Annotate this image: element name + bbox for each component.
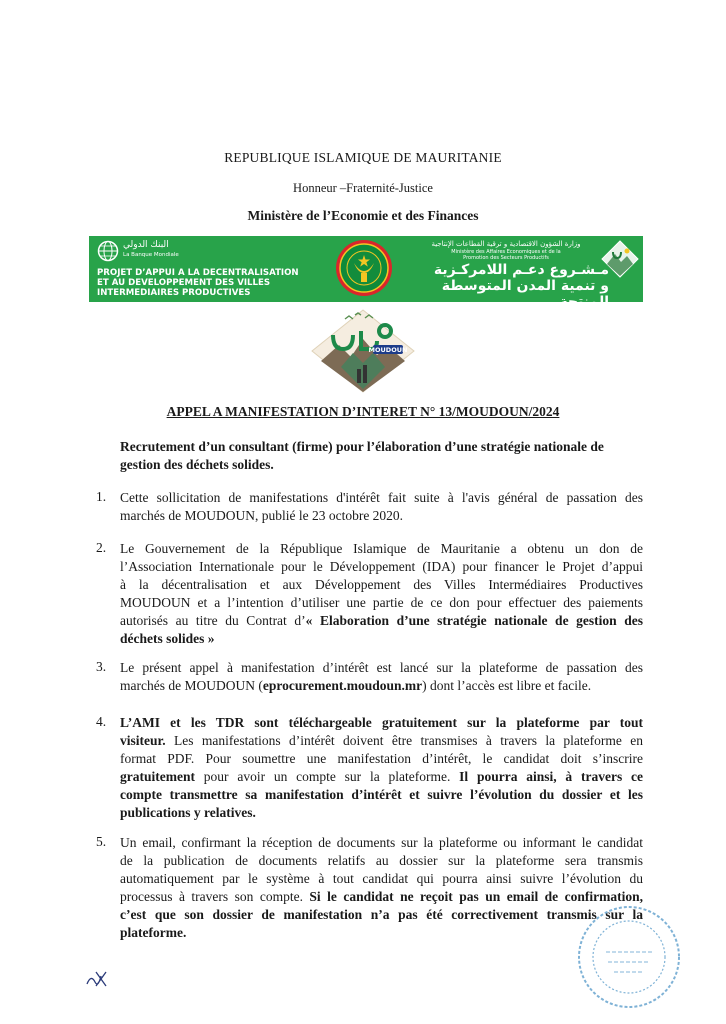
item-text xyxy=(120,540,643,648)
item-line xyxy=(120,659,643,677)
world-bank-name-ar: البنك الدولي xyxy=(123,240,169,250)
item-line xyxy=(120,507,643,525)
ministry-name-fr xyxy=(429,249,583,261)
world-bank-globe-icon xyxy=(97,240,119,262)
item-number: 4. xyxy=(96,714,107,729)
bold-run: déchets solides » xyxy=(120,631,215,646)
item-text xyxy=(120,489,643,525)
text-run: marchés de MOUDOUN, publié le 23 octobre 2020. xyxy=(120,508,404,523)
project-ar-line: مـشـروع دعـم اللامركـزية xyxy=(433,262,609,278)
item-line xyxy=(120,834,643,852)
text-run: marchés de MOUDOUN ( xyxy=(120,678,263,693)
official-stamp xyxy=(574,902,684,1012)
text-run: MOUDOUN et a l’intention d’utiliser une partie de ce don pour effectuer des paiements xyxy=(120,595,643,610)
item-line xyxy=(120,732,643,750)
bold-run: L’AMI et les TDR sont téléchargeable gratuitement sur la plateforme par tout xyxy=(120,715,643,730)
item-number: 3. xyxy=(96,659,107,674)
handwritten-initials xyxy=(84,966,110,992)
item-line xyxy=(120,540,643,558)
national-motto: Honneur –Fraternité-Justice xyxy=(293,181,433,195)
item-line xyxy=(120,924,643,942)
item-line xyxy=(120,576,643,594)
bold-run: Il pourra ainsi, à travers ce xyxy=(459,769,643,784)
item-line xyxy=(120,888,643,906)
logo-wordmark: MOUDOUN xyxy=(368,346,408,354)
item-line xyxy=(120,750,643,768)
project-line: INTERMEDIAIRES PRODUCTIVES xyxy=(97,288,251,298)
text-run: ) dont l’accès est libre et facile. xyxy=(422,678,592,693)
republic-heading: REPUBLIQUE ISLAMIQUE DE MAURITANIE xyxy=(224,150,502,165)
ministry-heading: Ministère de l’Economie et des Finances xyxy=(247,208,479,223)
text-run: automatiquement par le système à tout candidat qui pourra ainsi suivre l’évolution du xyxy=(120,871,643,886)
item-text xyxy=(120,659,643,695)
text-run: Le présent appel à manifestation d’intérêt est lancé sur la plateforme de passation des xyxy=(120,660,643,675)
item-line xyxy=(120,630,643,648)
text-run: format PDF. Pour soumettre une manifestation d’intérêt, le candidat doit s’inscrire xyxy=(120,751,643,766)
project-line: PROJET D’APPUI A LA DECENTRALISATION xyxy=(97,268,299,278)
project-banner xyxy=(89,236,643,310)
text-run: pour avoir un compte sur la plateforme. xyxy=(194,769,460,784)
recruitment-subject: Recrutement d’un consultant (firme) pour l’élaboration d’une stratégie nationale de gestion des déchets solides. xyxy=(120,439,604,472)
bold-run: Si le candidat ne reçoit pas un email de confirmation, xyxy=(309,889,644,904)
text-run: Les manifestations d’intérêt doivent être transmises à travers la plateforme en xyxy=(165,733,643,748)
document-title: APPEL A MANIFESTATION D’INTERET N° 13/MOUDOUN/2024 xyxy=(166,404,560,419)
item-line xyxy=(120,558,643,576)
item-number: 2. xyxy=(96,540,107,555)
item-line xyxy=(120,804,643,822)
item-line xyxy=(120,786,643,804)
mauritania-seal-icon xyxy=(335,239,393,297)
ministry-fr-line: Promotion des Secteurs Productifs xyxy=(463,255,549,261)
bold-run: compte transmettre sa manifestation d’intérêt et suivre l’évolution du dossier et les xyxy=(120,787,643,802)
item-line xyxy=(120,594,643,612)
bold-run: publications y relatives. xyxy=(120,805,256,820)
moudoun-logo xyxy=(311,309,415,393)
bold-run: plateforme. xyxy=(120,925,187,940)
text-run: à la décentralisation et aux Développement des Villes Intermédiaires Productives xyxy=(120,577,643,592)
item-line xyxy=(120,612,643,630)
item-text xyxy=(120,714,643,822)
bold-run: visiteur. xyxy=(120,733,166,748)
text-run: processus à travers son compte. xyxy=(120,889,310,904)
text-run: autorisés au titre du Contrat d’ xyxy=(120,613,306,628)
item-text xyxy=(120,834,643,942)
world-bank-name-fr: La Banque Mondiale xyxy=(123,252,179,258)
text-run: Le Gouvernement de la République Islamique de Mauritanie a obtenu un don de xyxy=(120,541,643,556)
moudoun-mini-logo-icon xyxy=(601,240,639,278)
text-run: Cette sollicitation de manifestations d'intérêt fait suite à l'avis général de passation des xyxy=(120,490,643,505)
bold-run: « Elaboration d’une stratégie nationale de gestion des xyxy=(305,613,643,628)
item-line xyxy=(120,906,643,924)
bold-run: gratuitement xyxy=(120,769,195,784)
project-name-ar xyxy=(389,262,609,310)
text-run: l’Association Internationale pour le Développement (IDA) pour financer le Projet d’appui xyxy=(120,559,643,574)
bold-run: c’est que son dossier de manifestation n’a pas été correctivement transmis sur la xyxy=(120,907,643,922)
ministry-fr-line: Ministère des Affaires Economiques et de la xyxy=(451,249,561,255)
project-line: ET AU DEVELOPPEMENT DES VILLES xyxy=(97,278,271,288)
item-line xyxy=(120,768,643,786)
item-line xyxy=(120,870,643,888)
text-run: Un email, confirmant la réception de documents sur la plateforme ou informant le candidat xyxy=(120,835,643,850)
project-name-fr xyxy=(97,268,299,298)
item-line xyxy=(120,677,643,695)
ministry-name-ar: وزارة الشؤون الاقتصادية و ترقية القطاعات الإنتاجية xyxy=(431,240,581,248)
item-line xyxy=(120,489,643,507)
item-number: 5. xyxy=(96,834,107,849)
project-ar-line: و تنمية المدن المتوسطة المنتجة xyxy=(441,278,609,310)
item-line xyxy=(120,852,643,870)
bold-run: eprocurement.moudoun.mr xyxy=(262,678,423,693)
item-line xyxy=(120,714,643,732)
text-run: de la publication de documents relatifs au dossier sur la plateforme sera transmis xyxy=(120,853,643,868)
item-number: 1. xyxy=(96,489,107,504)
